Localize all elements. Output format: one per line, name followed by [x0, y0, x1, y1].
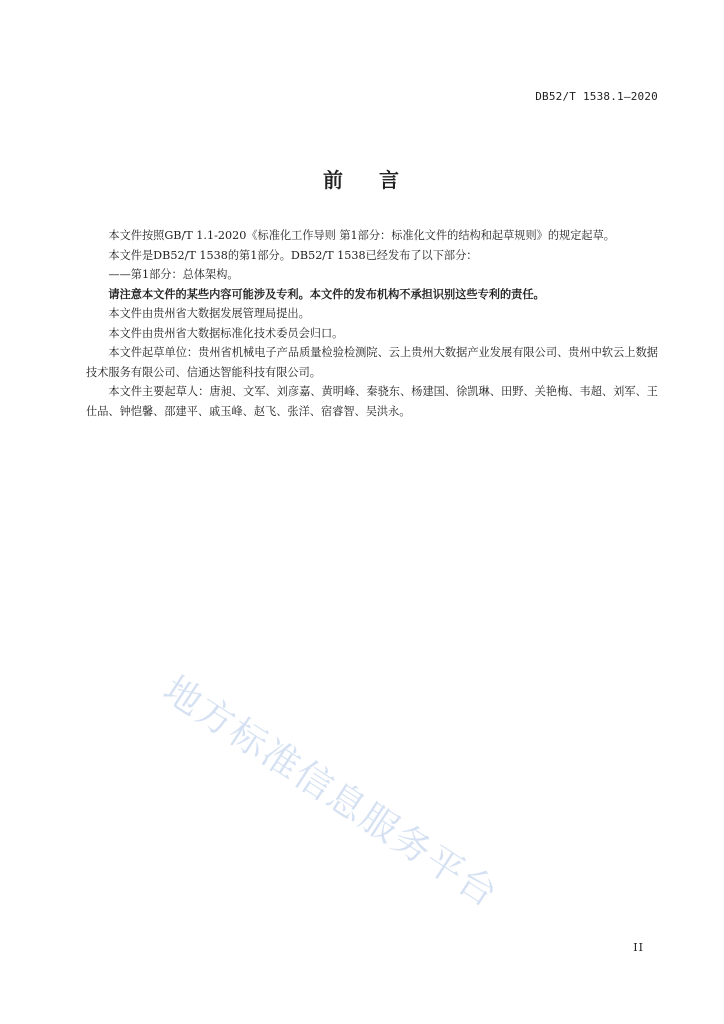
paragraph-committee: 本文件由贵州省大数据标准化技术委员会归口。	[108, 326, 344, 340]
paragraph-drafters: 本文件主要起草人：唐昶、文军、刘彦嘉、黄明峰、秦骁东、杨建国、徐凯琳、田野、关艳梅、韦超、刘军、王仕品、钟恺馨、邵建平、戚玉峰、赵飞、张洋、宿睿智、吴洪永。	[86, 385, 658, 418]
page-number: II	[633, 941, 644, 954]
foreword-body	[86, 226, 658, 421]
document-id-header: DB52/T 1538.1—2020	[535, 90, 658, 103]
title-char-1: 前	[323, 168, 345, 192]
paragraph-part-list: ——第1部分：总体架构。	[108, 268, 239, 281]
watermark-text: 地方标准信息服务平台	[155, 667, 507, 917]
paragraph-proposer: 本文件由贵州省大数据发展管理局提出。	[108, 307, 310, 320]
page-title	[0, 164, 724, 193]
paragraph-patent-notice: 请注意本文件的某些内容可能涉及专利。本文件的发布机构不承担识别这些专利的责任。	[108, 287, 545, 301]
paragraph-drafting-units: 本文件起草单位：贵州省机械电子产品质量检验检测院、云上贵州大数据产业发展有限公司、贵州中软云上数据技术服务有限公司、信通达智能科技有限公司。	[86, 346, 658, 379]
title-char-2: 言	[379, 168, 401, 192]
paragraph-part-info: 本文件是DB52/T 1538的第1部分。DB52/T 1538已经发布了以下部分：	[108, 248, 478, 262]
paragraph-structure-basis: 本文件按照GB/T 1.1-2020《标准化工作导则 第1部分：标准化文件的结构和起草规则》的规定起草。	[108, 229, 615, 242]
